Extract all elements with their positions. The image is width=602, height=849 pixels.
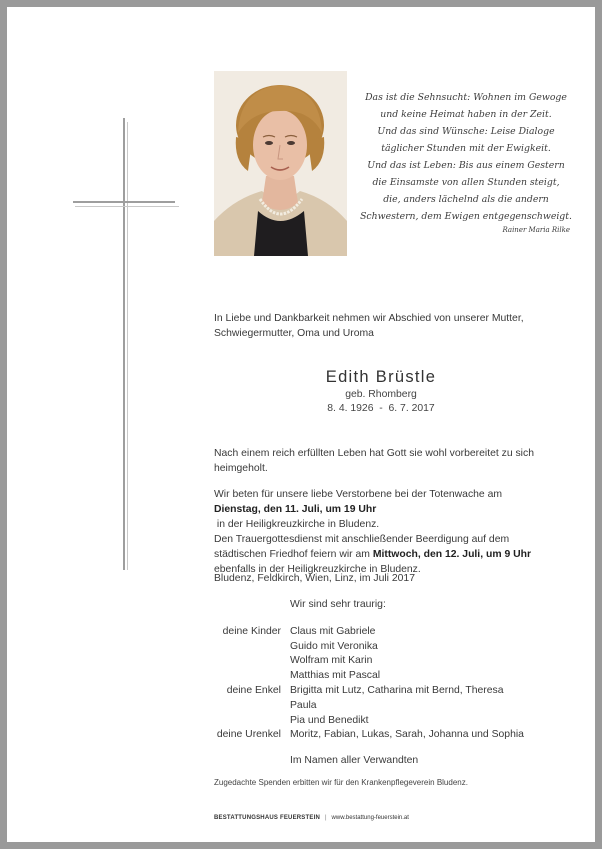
life-dates: 8. 4. 1926 - 6. 7. 2017 <box>327 403 435 414</box>
relatives-line: Im Namen aller Verwandten <box>290 755 419 767</box>
paragraph-line: Nach einem reich erfüllten Leben hat Gott sie wohl vorbereitet zu sich <box>214 448 534 459</box>
paragraph-line: Den Trauergottesdienst mit anschließender Beerdigung auf dem <box>214 534 510 545</box>
wake-date: Dienstag, den 11. Juli, um 19 Uhr <box>214 504 377 515</box>
funeral-intro: städtischen Friedhof feiern wir am <box>214 549 373 560</box>
greatgrandchildren-label: deine Urenkel <box>216 729 281 741</box>
deceased-name: Edith Brüstle <box>325 368 437 386</box>
paragraph-line: Wir beten für unsere liebe Verstorbene bei der Totenwache am <box>214 489 503 500</box>
paragraph-line: ebenfalls in der Heiligkreuzkirche in Bludenz. <box>214 564 421 575</box>
list-item: Pia und Benedikt <box>290 714 369 726</box>
poem-line: täglicher Stunden mit der Ewigkeit. <box>381 143 551 154</box>
list-item: Wolfram mit Karin <box>290 655 373 667</box>
poem-line: die Einsamste von allen Stunden steigt, <box>372 177 560 188</box>
list-item: Matthias mit Pascal <box>290 670 381 682</box>
children-label: deine Kinder <box>222 625 281 637</box>
list-item: Paula <box>290 699 317 711</box>
paragraph-line: heimgeholt. <box>214 463 268 474</box>
funeral-home-name: BESTATTUNGSHAUS FEUERSTEIN <box>214 815 320 821</box>
website-link[interactable]: www.bestattung-feuerstein.at <box>331 815 409 821</box>
paragraph-line <box>214 502 559 532</box>
list-item: Moritz, Fabian, Lukas, Sarah, Johanna und Sophia <box>290 729 524 741</box>
list-item: Guido mit Veronika <box>290 640 378 652</box>
intro-line: In Liebe und Dankbarkeit nehmen wir Abschied von unserer Mutter, <box>214 313 524 324</box>
poem-line: Das ist die Sehnsucht: Wohnen im Gewoge <box>365 92 567 103</box>
sad-line: Wir sind sehr traurig: <box>290 599 386 610</box>
poem-line: Schwestern, dem Ewigen entgegenschweigt. <box>360 211 572 222</box>
maiden-name: geb. Rhomberg <box>345 389 417 400</box>
deceased-block <box>214 366 548 416</box>
list-item: Brigitta mit Lutz, Catharina mit Bernd, Theresa <box>290 684 504 696</box>
poem <box>360 89 572 236</box>
funeral-date: Mittwoch, den 12. Juli, um 9 Uhr <box>372 549 532 560</box>
intro-text <box>214 311 554 341</box>
poem-line: die, anders lächelnd als die andern <box>383 194 549 205</box>
paragraph-passing <box>214 446 559 476</box>
paragraph-services <box>214 487 559 577</box>
family-list <box>214 598 559 769</box>
list-item: Claus mit Gabriele <box>290 625 376 637</box>
paragraph-line <box>214 547 559 562</box>
intro-line: Schwiegermutter, Oma und Uroma <box>214 328 374 339</box>
poem-line: und keine Heimat haben in der Zeit. <box>380 109 552 120</box>
poem-line: Und das ist Leben: Bis aus einem Gestern <box>367 160 565 171</box>
wake-location: in der Heiligkreuzkirche in Bludenz. <box>214 519 380 530</box>
donation-note: Zugedachte Spenden erbitten wir für den Krankenpflegeverein Bludenz. <box>214 778 468 787</box>
footer-separator: | <box>324 815 327 821</box>
poem-author: Rainer Maria Rilke <box>502 226 570 234</box>
place-date: Bludenz, Feldkirch, Wien, Linz, im Juli 2017 <box>214 573 415 584</box>
portrait-photo <box>214 71 347 256</box>
poem-line: Und das sind Wünsche: Leise Dialoge <box>377 126 555 137</box>
grandchildren-label: deine Enkel <box>226 684 281 696</box>
footer <box>214 815 409 821</box>
